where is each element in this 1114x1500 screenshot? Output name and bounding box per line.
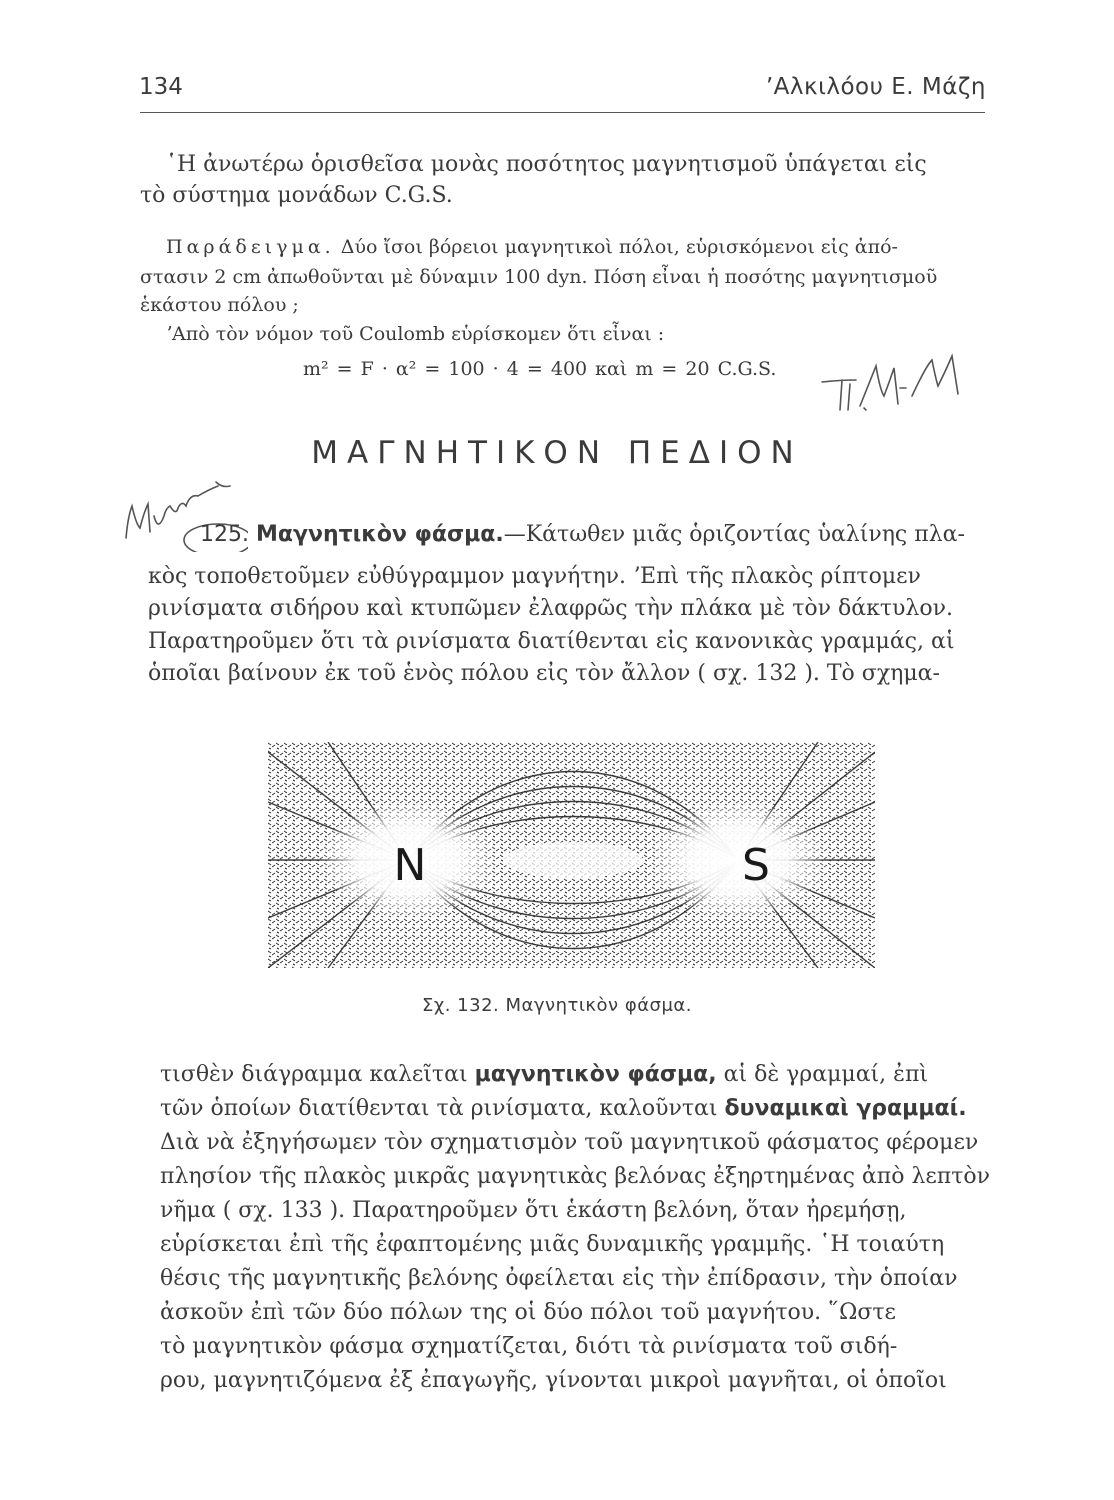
term-lines-of-force: δυναμικαὶ γραμμαί. <box>724 1096 967 1121</box>
handwritten-annotation <box>820 350 990 420</box>
example-line-3: ἑκάστου πόλου ; <box>140 294 299 316</box>
para-number: 125. <box>200 522 249 547</box>
pole-s-label: S <box>742 840 770 891</box>
bottom-line-5: νῆμα ( σχ. 133 ). Παρατηροῦμεν ὅτι ἑκάστη βελόνη, ὅταν ἠρεμήσῃ, <box>160 1198 907 1223</box>
bottom-line-3: Διὰ νὰ ἐξηγήσωμεν τὸν σχηματισμὸν τοῦ μαγνητικοῦ φάσματος φέρομεν <box>160 1130 979 1155</box>
header-rule <box>140 112 985 113</box>
example-line-2: στασιν 2 cm ἀπωθοῦνται μὲ δύναμιν 100 dyn. Πόση εἶναι ἡ ποσότης μαγνητισμοῦ <box>140 266 938 288</box>
field-lines-image <box>268 742 875 968</box>
bottom-line-6: εὑρίσκεται ἐπὶ τῆς ἐφαπτομένης μιᾶς δυναμικῆς γραμμῆς. ῾Η τοιαύτη <box>160 1232 945 1257</box>
bottom-line-1-a: τισθὲν διάγραμμα καλεῖται <box>160 1062 475 1087</box>
bottom-line-9: τὸ μαγνητικὸν φάσμα σχηματίζεται, διότι τὰ ρινίσματα τοῦ σιδή- <box>160 1334 898 1359</box>
bottom-line-7: θέσις τῆς μαγνητικῆς βελόνης ὀφείλεται εἰς τὴν ἐπίδρασιν, τὴν ὁποίαν <box>160 1266 958 1291</box>
bottom-line-1 <box>160 1062 928 1087</box>
example-line-4: ʼΑπὸ τὸν νόμον τοῦ Coulomb εὑρίσκομεν ὅτι εἶναι : <box>166 323 665 345</box>
para-125-line-2: κὸς τοποθετοῦμεν εὐθύγραμμον μαγνήτην. ʼΕπὶ τῆς πλακὸς ρίπτομεν <box>148 564 921 589</box>
figure-caption: Σχ. 132. Μαγνητικὸν φάσμα. <box>421 995 693 1016</box>
running-header-author: ʼΑλκιλόου Ε. Μάζη <box>765 74 986 100</box>
section-title: ΜΑΓΝΗΤΙΚΟΝ ΠΕΔΙΟΝ <box>311 435 803 471</box>
bottom-line-1-c: αἱ δὲ γραμμαί, ἐπὶ <box>716 1062 929 1087</box>
para-125-line-4: Παρατηροῦμεν ὅτι τὰ ρινίσματα διατίθενται εἰς κανονικὰς γραμμάς, αἱ <box>148 629 955 654</box>
para-heading: Μαγνητικὸν φάσμα. <box>255 522 504 547</box>
pole-n-label: N <box>393 840 427 891</box>
bottom-line-4: πλησίον τῆς πλακὸς μικρᾶς μαγνητικὰς βελόνας ἐξηρτημένας ἀπὸ λεπτὸν <box>160 1164 991 1189</box>
term-magnetic-spectrum: μαγνητικὸν φάσμα, <box>474 1062 717 1087</box>
bottom-line-2-a: τῶν ὁποίων διατίθενται τὰ ρινίσματα, καλοῦνται <box>160 1096 725 1121</box>
para-125-line-1 <box>200 522 965 547</box>
para-125-line-1-rest: —Κάτωθεν μιᾶς ὁριζοντίας ὑαλίνης πλα- <box>503 522 965 547</box>
example-formula: m² = F · α² = 100 · 4 = 400 καὶ m = 20 C.G.S. <box>303 358 777 380</box>
top-text-line-2: τὸ σύστημα μονάδων C.G.S. <box>140 183 453 208</box>
para-125-line-3: ρινίσματα σιδήρου καὶ κτυπῶμεν ἐλαφρῶς τὴν πλάκα μὲ τὸν δάκτυλον. <box>148 596 953 621</box>
example-line-1-text: Δύο ἴσοι βόρειοι μαγνητικοὶ πόλοι, εὑρισκόμενοι εἰς ἀπό- <box>334 236 898 258</box>
magnetic-spectrum-figure <box>268 742 875 968</box>
bottom-line-10: ρου, μαγνητιζόμενα ἐξ ἐπαγωγῆς, γίνονται μικροὶ μαγνῆται, οἱ ὁποῖοι <box>160 1368 947 1393</box>
top-text-line-1: ῾Η ἀνωτέρω ὁρισθεῖσα μονὰς ποσότητος μαγνητισμοῦ ὑπάγεται εἰς <box>166 152 927 177</box>
page-number: 134 <box>139 74 183 100</box>
example-label: Παράδειγμα. <box>166 236 335 258</box>
example-line-1 <box>166 236 898 258</box>
bottom-line-2 <box>160 1096 967 1121</box>
para-125-line-5: ὁποῖαι βαίνουν ἐκ τοῦ ἑνὸς πόλου εἰς τὸν ἄλλον ( σχ. 132 ). Τὸ σχημα- <box>148 661 940 686</box>
bottom-line-8: ἀσκοῦν ἐπὶ τῶν δύο πόλων της οἱ δύο πόλοι τοῦ μαγνήτου. ῞Ωστε <box>160 1300 896 1325</box>
